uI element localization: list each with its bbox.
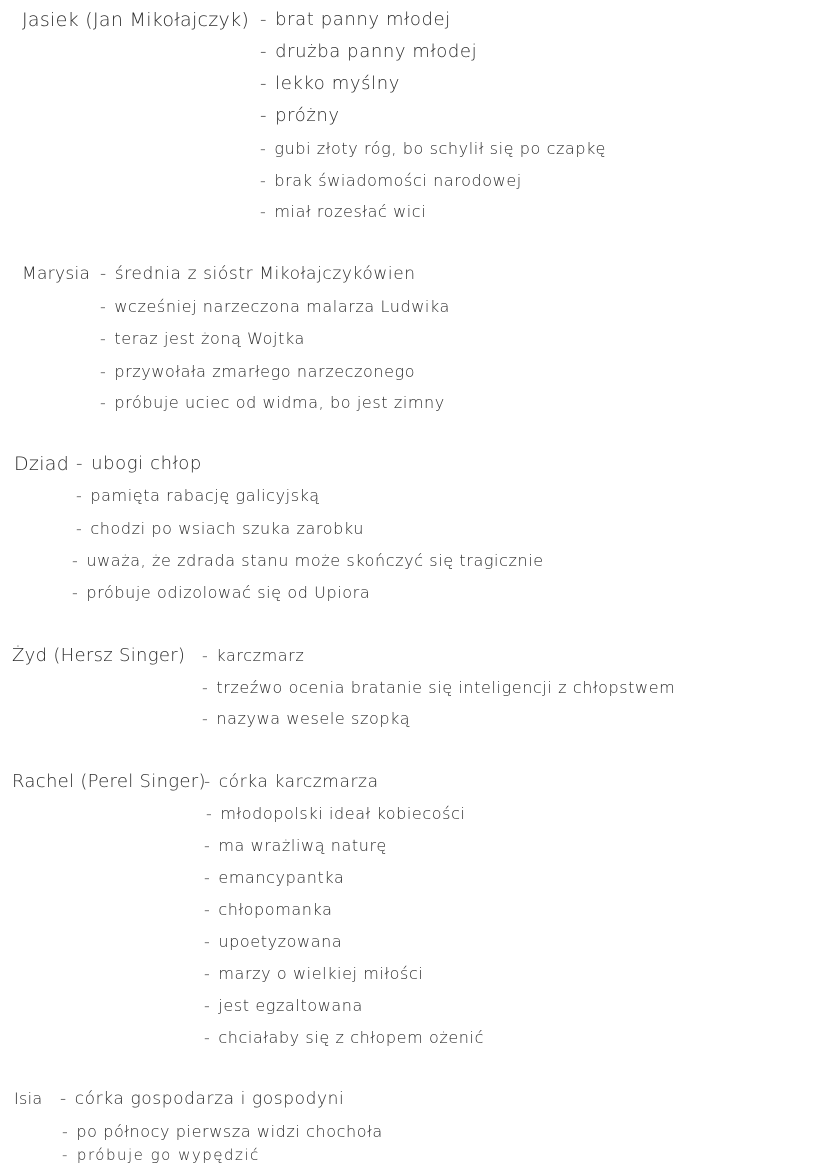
list-item: - lekko myślny [260, 73, 400, 94]
list-item: - próbuje uciec od widma, bo jest zimny [100, 393, 445, 412]
list-item: - po północy pierwsza widzi chochoła [62, 1122, 383, 1141]
list-item: - wcześniej narzeczona malarza Ludwika [100, 297, 450, 316]
list-item: - przywołała zmarłego narzeczonego [100, 362, 416, 381]
list-item: - młodopolski ideał kobiecości [206, 804, 466, 823]
list-item: - nazywa wesele szopką [202, 709, 411, 728]
list-item: - brak świadomości narodowej [260, 171, 522, 190]
list-item: - jest egzaltowana [204, 996, 363, 1015]
list-item: - teraz jest żoną Wojtka [100, 329, 305, 348]
list-item: - brat panny młodej [260, 9, 451, 30]
list-item: - chłopomanka [204, 900, 333, 919]
heading-marysia: Marysia [16, 262, 96, 286]
list-item: - emancypantka [204, 868, 345, 887]
list-item: - córka karczmarza [204, 772, 379, 792]
heading-zyd: Żyd (Hersz Singer) [6, 644, 191, 668]
heading-rachel: Rachel (Perel Singer) [6, 770, 212, 794]
list-item: - drużba panny młodej [260, 41, 478, 62]
list-item: - uważa, że zdrada stanu może skończyć się tragicznie [72, 551, 544, 570]
list-item: - ma wrażliwą naturę [204, 836, 387, 855]
heading-isia: Isia [8, 1087, 49, 1111]
list-item: - gubi złoty róg, bo schylił się po czapkę [260, 139, 606, 158]
list-item: - ubogi chłop [76, 453, 202, 474]
list-item: - córka gospodarza i gospodyni [60, 1089, 345, 1109]
heading-dziad: Dziad [8, 452, 75, 476]
list-item: - marzy o wielkiej miłości [204, 964, 424, 983]
list-item: - próbuje odizolować się od Upiora [72, 583, 371, 602]
list-item: - próżny [260, 105, 340, 126]
list-item: - średnia z sióstr Mikołajczykówien [100, 264, 416, 284]
list-item: - próbuje go wypędzić [62, 1146, 260, 1164]
list-item: - chodzi po wsiach szuka zarobku [76, 519, 364, 538]
list-item: - karczmarz [202, 646, 305, 665]
list-item: - trzeźwo ocenia bratanie się inteligencji z chłopstwem [202, 678, 676, 697]
heading-jasiek: Jasiek (Jan Mikołajczyk) [16, 8, 255, 32]
list-item: - pamięta rabację galicyjską [76, 486, 320, 505]
list-item: - miał rozesłać wici [260, 202, 427, 221]
list-item: - upoetyzowana [204, 932, 343, 951]
list-item: - chciałaby się z chłopem ożenić [204, 1028, 484, 1047]
